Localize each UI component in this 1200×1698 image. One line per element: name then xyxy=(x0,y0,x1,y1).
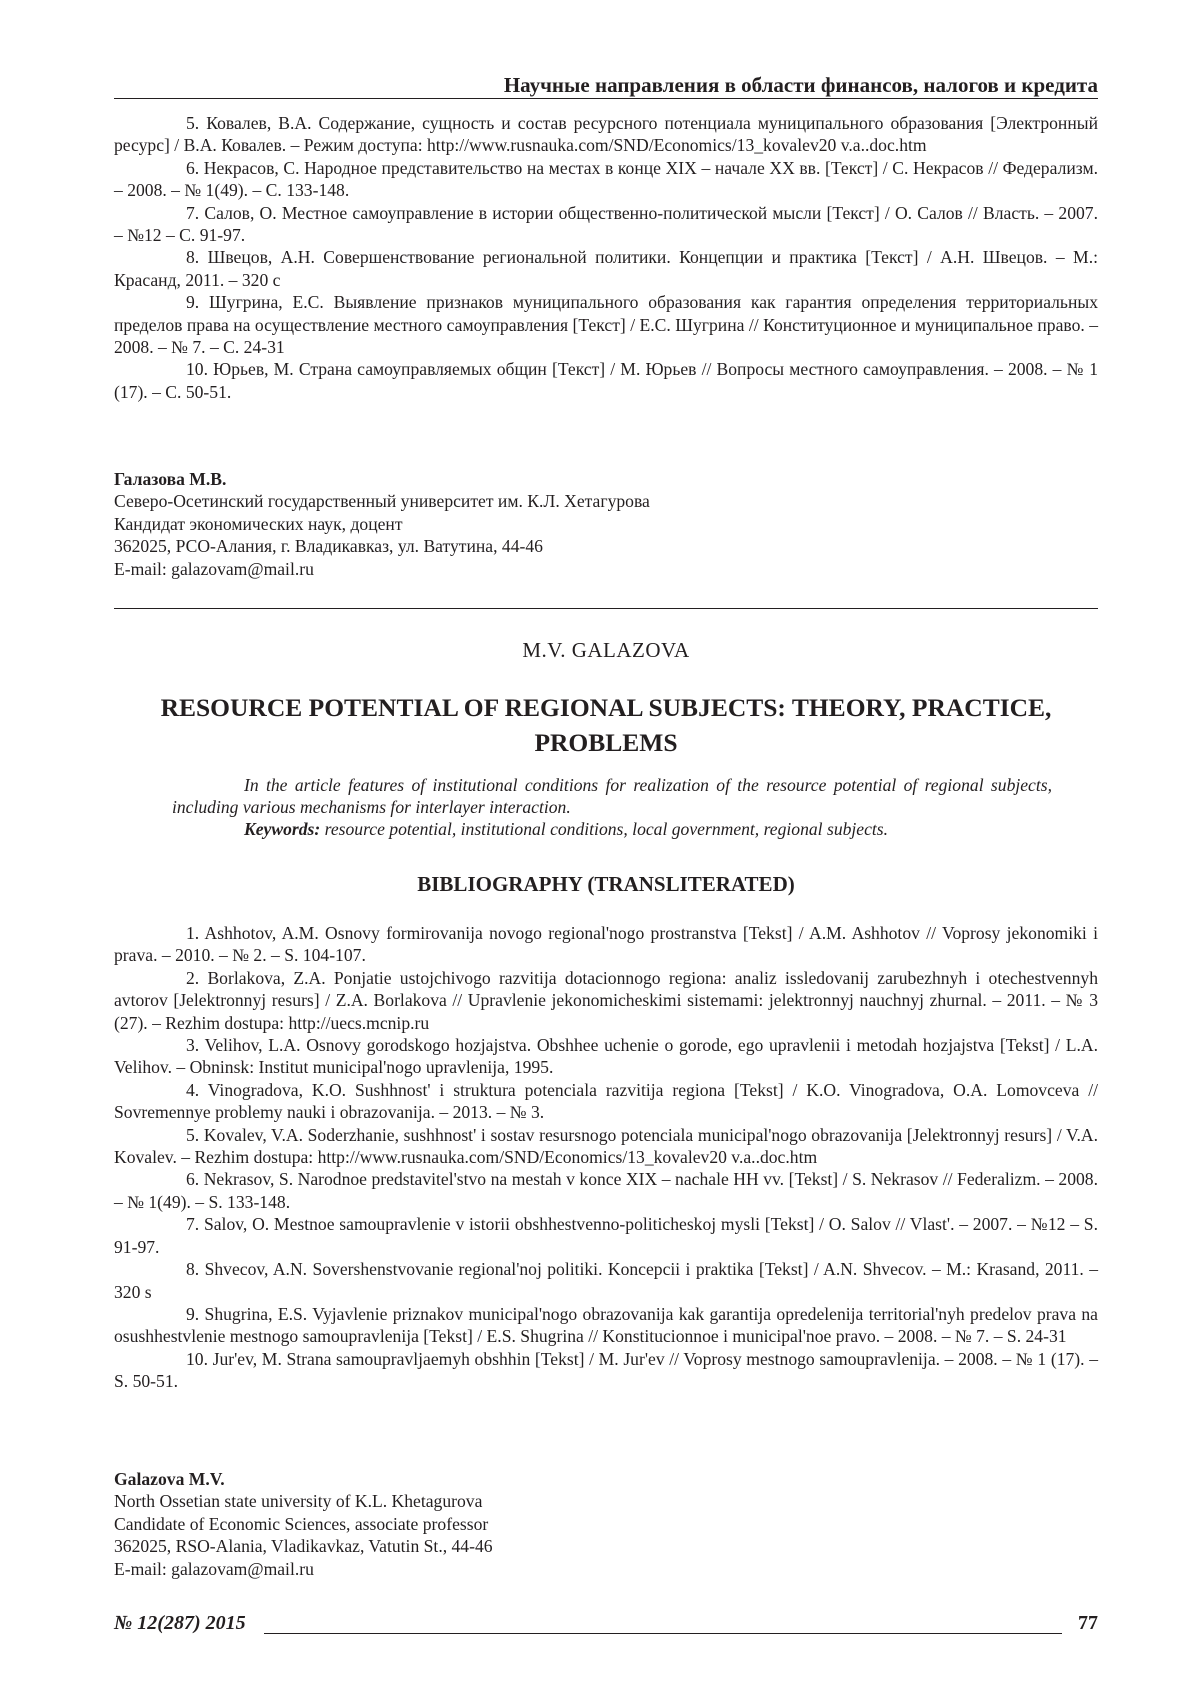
reference-item: 3. Velihov, L.A. Osnovy gorodskogo hozjajstva. Obshhee uchenie o gorode, ego upravlenii i metodah hozjajstva [Tekst] / L.A. Velihov. – Obninsk: Institut municipal'nogo upravlenija, 1995. xyxy=(114,1034,1098,1079)
footer-divider xyxy=(264,1633,1062,1634)
header-divider xyxy=(114,98,1098,99)
page-number: 77 xyxy=(1078,1612,1098,1635)
author-address: 362025, RSO-Alania, Vladikavkaz, Vatutin St., 44-46 xyxy=(114,1535,1098,1557)
author-affiliation: North Ossetian state university of K.L. Khetagurova xyxy=(114,1490,1098,1512)
running-header: Научные направления в области финансов, налогов и кредита xyxy=(114,72,1098,98)
author-email: E-mail: galazovam@mail.ru xyxy=(114,558,1098,580)
references-en xyxy=(114,922,1098,1393)
reference-item: 10. Jur'ev, M. Strana samoupravljaemyh obshhin [Tekst] / M. Jur'ev // Voprosy mestnogo samoupravlenija. – 2008. – № 1 (17). – S. 50-51. xyxy=(114,1348,1098,1393)
reference-item: 6. Некрасов, С. Народное представительство на местах в конце XIX – начале XX вв. [Текст] / С. Некрасов // Федерализм. – 2008. – № 1(49). – С. 133-148. xyxy=(114,157,1098,202)
page-footer xyxy=(114,1612,1098,1638)
article-title-en: RESOURCE POTENTIAL OF REGIONAL SUBJECTS: THEORY, PRACTICE, PROBLEMS xyxy=(114,690,1098,760)
author-degree: Candidate of Economic Sciences, associate professor xyxy=(114,1513,1098,1535)
issue-number: № 12(287) 2015 xyxy=(114,1612,252,1635)
bibliography-heading: BIBLIOGRAPHY (TRANSLITERATED) xyxy=(114,872,1098,897)
reference-item: 10. Юрьев, М. Страна самоуправляемых общин [Текст] / М. Юрьев // Вопросы местного самоуправления. – 2008. – № 1 (17). – С. 50-51. xyxy=(114,358,1098,403)
keywords-label: Keywords: xyxy=(244,819,320,839)
references-ru xyxy=(114,112,1098,403)
reference-item: 9. Шугрина, Е.С. Выявление признаков муниципального образования как гарантия определения территориальных пределов права на осуществление местного самоуправления [Текст] / Е.С. Шугрина // Конституционное и муниципальное право. – 2008. – № 7. – С. 24-31 xyxy=(114,291,1098,358)
author-info-en xyxy=(114,1468,1098,1580)
reference-item: 7. Салов, О. Местное самоуправление в истории общественно-политической мысли [Текст] / О. Салов // Власть. – 2007. – №12 – С. 91-97. xyxy=(114,202,1098,247)
reference-item: 5. Ковалев, В.А. Содержание, сущность и состав ресурсного потенциала муниципального образования [Электронный ресурс] / В.А. Ковалев. – Режим доступа: http://www.rusnauka.com/SND/Economics/13_kovalev20 v.a..doc.htm xyxy=(114,112,1098,157)
author-degree: Кандидат экономических наук, доцент xyxy=(114,513,1098,535)
reference-item: 8. Швецов, А.Н. Совершенствование региональной политики. Концепции и практика [Текст] / А.Н. Швецов. – М.: Красанд, 2011. – 320 с xyxy=(114,246,1098,291)
reference-item: 4. Vinogradova, K.O. Sushhnost' i struktura potenciala razvitija regiona [Tekst] / K.O. Vinogradova, O.A. Lomovceva // Sovremennye problemy nauki i obrazovanija. – 2013. – № 3. xyxy=(114,1079,1098,1124)
author-address: 362025, РСО-Алания, г. Владикавказ, ул. Ватутина, 44-46 xyxy=(114,535,1098,557)
abstract-en: In the article features of institutional conditions for realization of the resource potential of regional subjects, including various mechanisms for interlayer interaction. xyxy=(172,774,1052,819)
reference-item: 5. Kovalev, V.A. Soderzhanie, sushhnost' i sostav resursnogo potenciala municipal'nogo obrazovanija [Jelektronnyj resurs] / V.A. Kovalev. – Rezhim dostupa: http://www.rusnauka.com/SND/Economics/13_kovalev20 v.a..doc.htm xyxy=(114,1124,1098,1169)
section-divider xyxy=(114,608,1098,609)
keywords-en xyxy=(172,818,1052,840)
reference-item: 9. Shugrina, E.S. Vyjavlenie priznakov municipal'nogo obrazovanija kak garantija opredelenija territorial'nyh predelov prava na osushhestvlenie mestnogo samoupravlenija [Tekst] / E.S. Shugrina // Konstitucionnoe i municipal'noe pravo. – 2008. – № 7. – S. 24-31 xyxy=(114,1303,1098,1348)
reference-item: 8. Shvecov, A.N. Sovershenstvovanie regional'noj politiki. Koncepcii i praktika [Tekst] / A.N. Shvecov. – M.: Krasand, 2011. – 320 s xyxy=(114,1258,1098,1303)
author-affiliation: Северо-Осетинский государственный университет им. К.Л. Хетагурова xyxy=(114,490,1098,512)
author-name: Galazova M.V. xyxy=(114,1468,1098,1490)
article-author-en: M.V. GALAZOVA xyxy=(114,638,1098,663)
author-name: Галазова М.В. xyxy=(114,468,1098,490)
author-email: E-mail: galazovam@mail.ru xyxy=(114,1558,1098,1580)
reference-item: 6. Nekrasov, S. Narodnoe predstavitel'stvo na mestah v konce XIX – nachale HH vv. [Tekst] / S. Nekrasov // Federalizm. – 2008. – № 1(49). – S. 133-148. xyxy=(114,1168,1098,1213)
keywords-text: resource potential, institutional conditions, local government, regional subjects. xyxy=(320,819,888,839)
reference-item: 1. Ashhotov, A.M. Osnovy formirovanija novogo regional'nogo prostranstva [Tekst] / A.M. Ashhotov // Voprosy jekonomiki i prava. – 2010. – № 2. – S. 104-107. xyxy=(114,922,1098,967)
author-info-ru xyxy=(114,468,1098,580)
reference-item: 7. Salov, O. Mestnoe samoupravlenie v istorii obshhestvenno-politicheskoj mysli [Tekst] / O. Salov // Vlast'. – 2007. – №12 – S. 91-97. xyxy=(114,1213,1098,1258)
reference-item: 2. Borlakova, Z.A. Ponjatie ustojchivogo razvitija dotacionnogo regiona: analiz issledovanij zarubezhnyh i otechestvennyh avtorov [Jelektronnyj resurs] / Z.A. Borlakova // Upravlenie jekonomicheskimi sistemami: jelektronnyj nauchnyj zhurnal. – 2011. – № 3 (27). – Rezhim dostupa: http://uecs.mcnip.ru xyxy=(114,967,1098,1034)
